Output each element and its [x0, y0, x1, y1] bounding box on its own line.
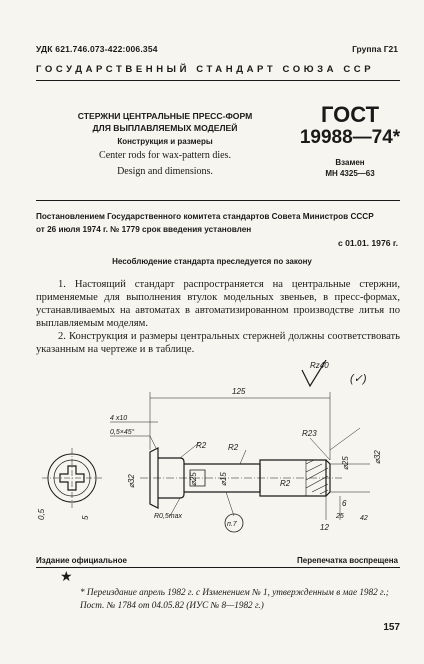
dim-r2-b: R2	[228, 443, 239, 452]
dim-25: 25	[336, 513, 344, 520]
dim-4x10: 4 х10	[110, 415, 128, 422]
group-code: Группа Г21	[352, 44, 398, 54]
dim-d25: ⌀25	[189, 472, 198, 486]
gost-block	[290, 102, 410, 179]
header-rule	[36, 80, 400, 81]
dim-r23: R23	[302, 429, 317, 438]
title-block	[60, 110, 270, 178]
title-subtitle: Конструкция и размеры	[117, 137, 213, 146]
dim-r2-c: R2	[280, 479, 291, 488]
title-en-line1: Center rods for wax-pattern dies.	[99, 150, 231, 161]
paragraph-2: 2. Конструкция и размеры центральных стержней должны соответствовать указанным на чертеже и в таблице.	[36, 331, 400, 355]
title-en-line2: Design and dimensions.	[117, 166, 213, 177]
roughness-extra: (✓)	[350, 373, 367, 385]
dim-d15: ⌀15	[219, 472, 228, 486]
dim-0-5: 0,5	[37, 508, 46, 520]
official-edition: Издание официальное	[36, 556, 127, 565]
dim-12: 12	[320, 523, 329, 532]
udk-code: УДК 621.746.073-422:006.354	[36, 44, 158, 54]
title-rule	[36, 200, 400, 201]
gost-label: ГОСТ	[320, 102, 380, 127]
dim-chamfer: 0,5×45°	[110, 429, 135, 436]
dim-r2-a: R2	[196, 441, 207, 450]
decree-text	[36, 210, 400, 236]
dim-p7: п.7	[227, 521, 237, 528]
roughness-label: Rz40	[310, 361, 329, 370]
replaces-value: МН 4325—63	[325, 169, 375, 178]
title-ru-line1: СТЕРЖНИ ЦЕНТРАЛЬНЫЕ ПРЕСС-ФОРМ	[77, 111, 253, 121]
body-text	[36, 278, 400, 356]
effective-date: с 01.01. 1976 г.	[337, 238, 398, 248]
dim-42: 42	[360, 515, 368, 522]
title-ru-line2: ДЛЯ ВЫПЛАВЛЯЕМЫХ МОДЕЛЕЙ	[92, 123, 238, 133]
replaces-label: Взамен	[335, 158, 365, 167]
dim-d32: ⌀32	[127, 474, 136, 488]
standard-header: ГОСУДАРСТВЕННЫЙ СТАНДАРТ СОЮЗА ССР	[36, 64, 375, 75]
reprint-notice: Перепечатка воспрещена	[297, 556, 398, 565]
footer-rule	[36, 567, 400, 568]
law-note: Несоблюдение стандарта преследуется по закону	[112, 257, 312, 266]
decree-line1: Постановлением Государственного комитета стандартов Совета Министров СССР	[36, 212, 374, 221]
gost-number: 19988—74*	[299, 127, 401, 148]
dim-6: 6	[342, 499, 347, 508]
dim-r05max: R0,5max	[154, 513, 183, 520]
decree-line2: от 26 июля 1974 г. № 1779 срок введения установлен	[36, 225, 252, 234]
paragraph-1: 1. Настоящий стандарт распространяется на центральные стержни, применяемые для выполнения втулок модельных звеньев, в пресс-формах, устанавливаемых на автоматах в автоматизированном производстве литья по выплавляемым моделям.	[36, 279, 400, 329]
dim-d25-top: ⌀25	[341, 456, 350, 470]
rod-drawing	[30, 360, 400, 550]
page-number: 157	[383, 622, 400, 633]
star-icon: ★	[60, 568, 73, 584]
dim-d32-right: ⌀32	[373, 450, 382, 464]
dim-125: 125	[232, 387, 246, 396]
reissue-note: * Переиздание апрель 1982 г. с Изменением № 1, утвержденным в мае 1982 г.; Пост. № 1784 от 04.05.82 (ИУС № 8—1982 г.)	[80, 587, 389, 610]
dim-5: 5	[81, 515, 90, 520]
